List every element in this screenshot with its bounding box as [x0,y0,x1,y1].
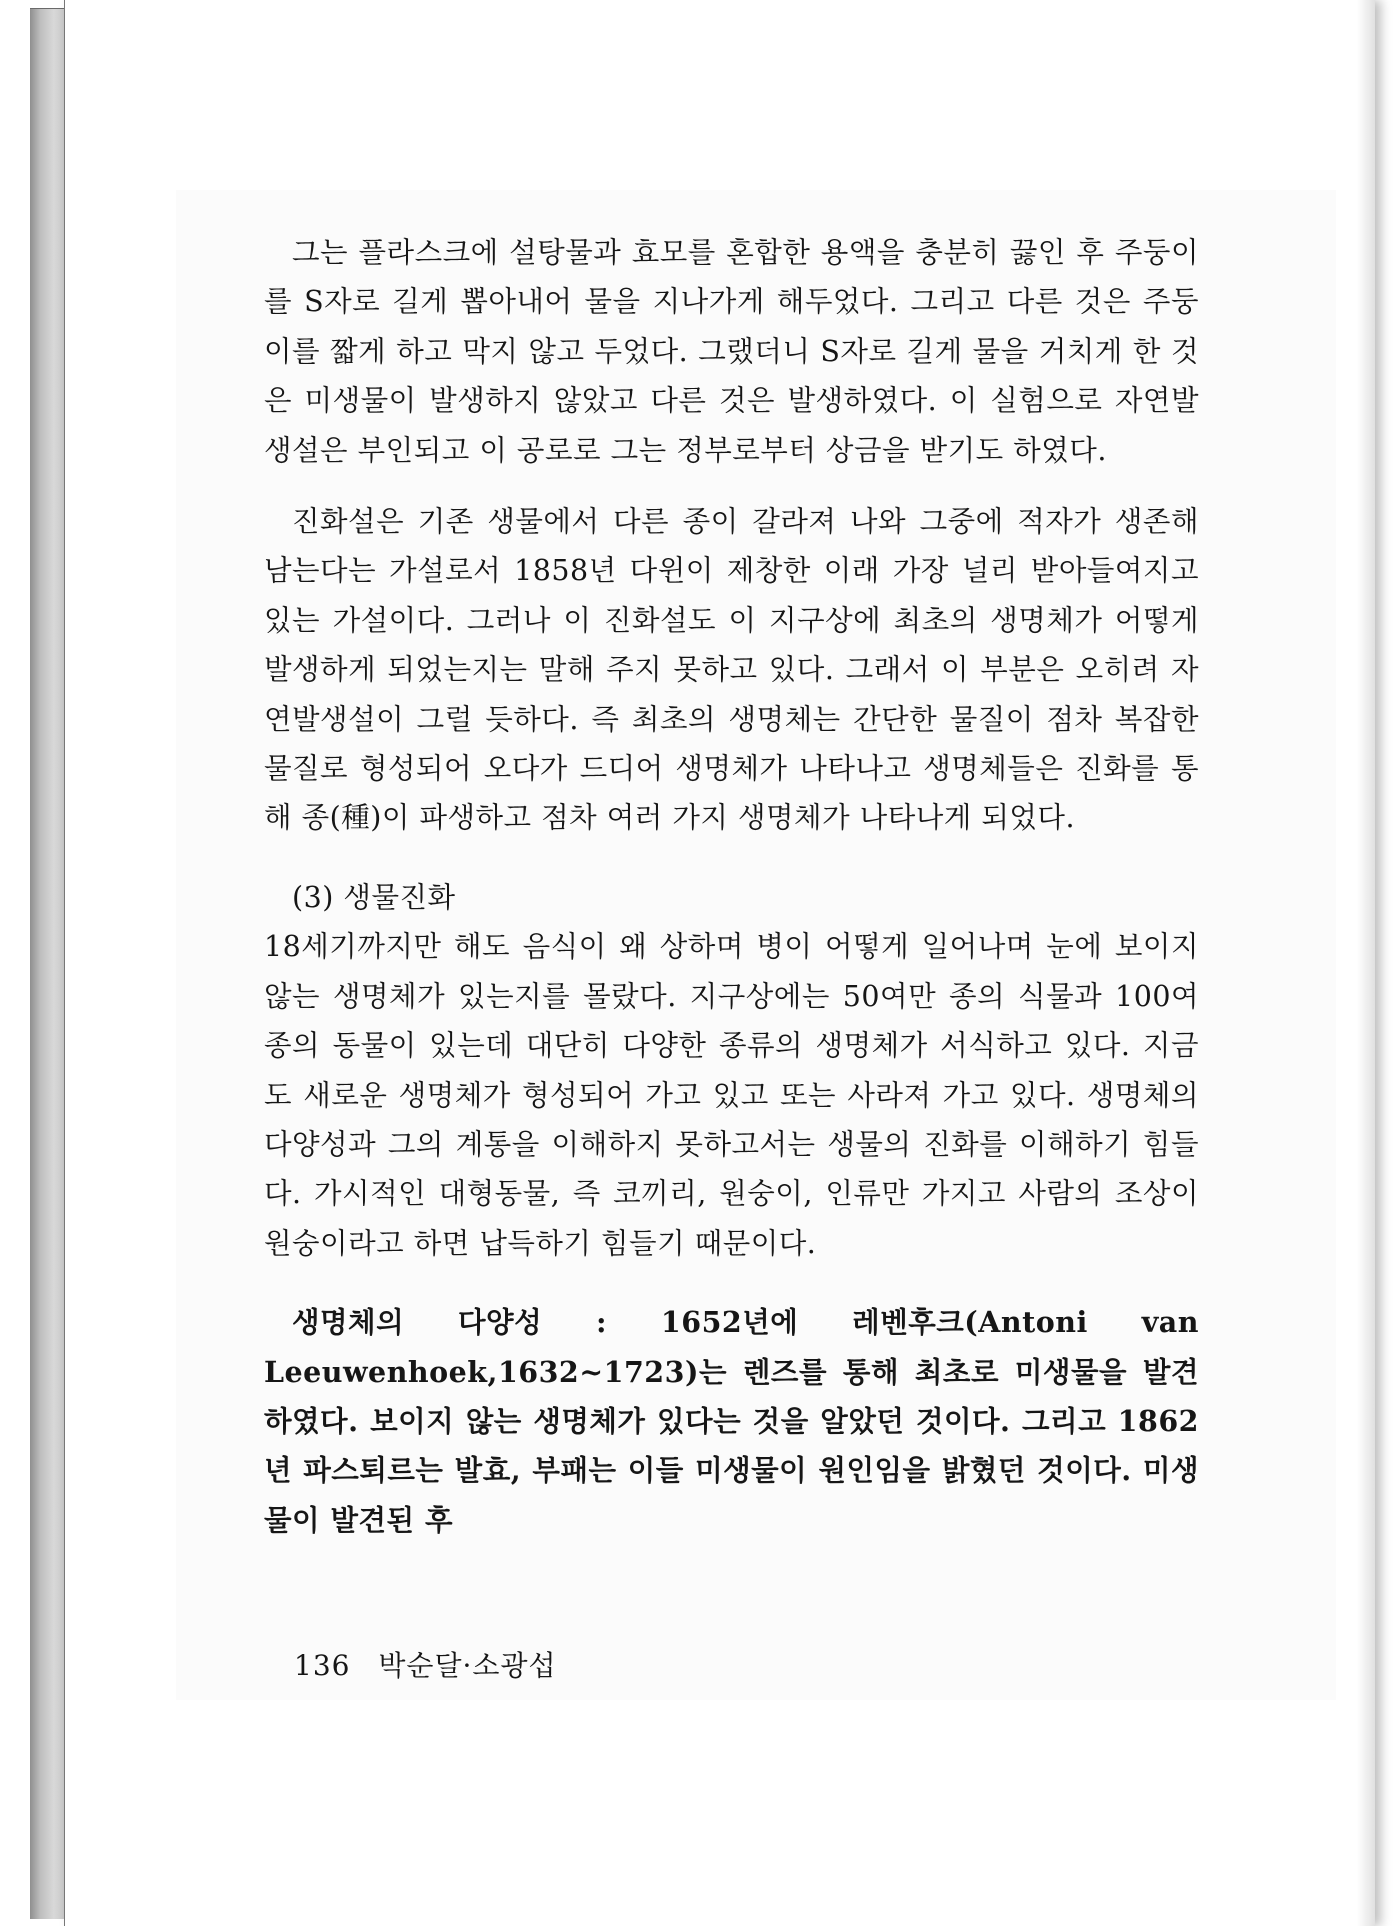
book-spine [30,8,64,1919]
paragraph-experiment: 그는 플라스크에 설탕물과 효모를 혼합한 용액을 충분히 끓인 후 주둥이를 S자로 길게 뽑아내어 물을 지나가게 해두었다. 그리고 다른 것은 주둥이를 짧게 하고 막지 않고 두었다. 그랬더니 S자로 길게 물을 거치게 한 것은 미생물이 발생하지 않았고 다른 것은 발생하였다. 이 실험으로 자연발생설은 부인되고 이 공로로 그는 정부로부터 상금을 받기도 하였다. [264,236,1199,467]
paragraph-biological-evolution: 18세기까지만 해도 음식이 왜 상하며 병이 어떻게 일어나며 눈에 보이지 않는 생명체가 있는지를 몰랐다. 지구상에는 50여만 종의 식물과 100여 종의 동물이 있는데 대단히 다양한 종류의 생명체가 서식하고 있다. 지금도 새로운 생명체가 형성되어 가고 있고 또는 사라져 가고 있다. 생명체의 다양성과 그의 계통을 이해하지 못하고서는 생물의 진화를 이해하기 힘들다. 가시적인 대형동물, 즉 코끼리, 원숭이, 인류만 가지고 사람의 조상이 원숭이라고 하면 납득하기 힘들기 때문이다. [264,930,1199,1260]
paragraph-diversity: 생명체의 다양성 : 1652년에 레벤후크(Antoni van Leeuwenhoek,1632~1723)는 렌즈를 통해 최초로 미생물을 발견하였다. 보이지 않는 생명체가 있다는 것을 알았던 것이다. 그리고 1862년 파스퇴르는 발효, 부패는 이들 미생물이 원인임을 밝혔던 것이다. 미생물이 발견된 후 [264,1305,1199,1537]
page-number: 136 [294,1649,351,1682]
page-edge-shadow [1357,0,1375,1926]
footer-authors: 박순달·소광섭 [378,1649,557,1682]
section-heading: (3) 생물진화 [292,880,456,914]
page-body [264,228,1199,1545]
page-footer [294,1644,557,1684]
paragraph-evolution-theory: 진화설은 기존 생물에서 다른 종이 갈라져 나와 그중에 적자가 생존해 남는다는 가설로서 1858년 다윈이 제창한 이래 가장 널리 받아들여지고 있는 가설이다. 그러나 이 진화설도 이 지구상에 최초의 생명체가 어떻게 발생하게 되었는지는 말해 주지 못하고 있다. 그래서 이 부분은 오히려 자연발생설이 그럴 듯하다. 즉 최초의 생명체는 간단한 물질이 점차 복잡한 물질로 형성되어 오다가 드디어 생명체가 나타나고 생명체들은 진화를 통해 종(種)이 파생하고 점차 여러 가지 생명체가 나타나게 되었다. [264,505,1199,835]
